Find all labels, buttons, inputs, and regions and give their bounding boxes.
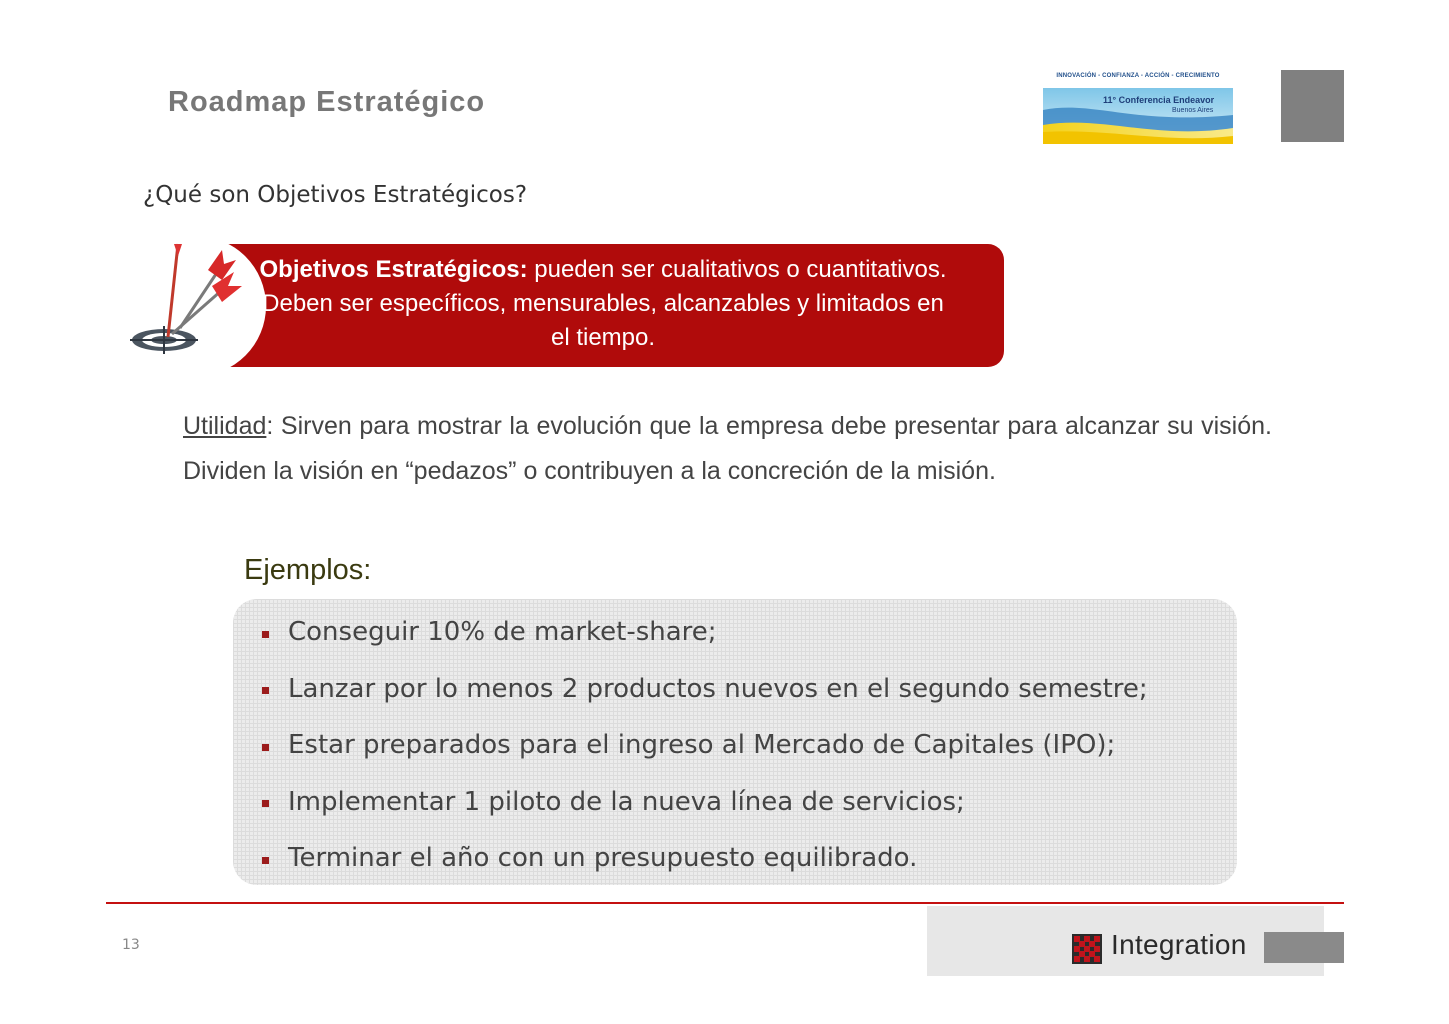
- conference-city: Buenos Aires: [1172, 107, 1214, 114]
- decorative-gray-square: [1281, 70, 1344, 142]
- list-item: [262, 661, 1148, 718]
- page-number: 13: [122, 937, 140, 953]
- conference-name: 11° Conferencia Endeavor: [1103, 95, 1215, 105]
- section-question: ¿Qué son Objetivos Estratégicos?: [143, 182, 528, 208]
- example-text: Conseguir 10% de market-share;: [288, 617, 717, 648]
- definition-text: [258, 253, 948, 355]
- bullet-icon: [262, 687, 269, 694]
- list-item: [262, 830, 1148, 887]
- definition-body: pueden ser cualitativos o cuantitativos. Deben ser específicos, mensurables, alcanzables y limitados en el tiempo.: [262, 256, 947, 351]
- list-item: [262, 604, 1148, 661]
- examples-heading: Ejemplos:: [244, 554, 372, 586]
- conference-tagline: INNOVACIÓN - CONFIANZA - ACCIÓN - CRECIMIENTO: [1056, 73, 1220, 79]
- bullet-icon: [262, 800, 269, 807]
- footer-gray-block: [1264, 932, 1344, 963]
- utility-label: Utilidad: [183, 412, 267, 440]
- footer-divider: [106, 902, 1344, 904]
- bullet-icon: [262, 631, 269, 638]
- slide-title: Roadmap Estratégico: [168, 86, 486, 118]
- utility-paragraph: [183, 404, 1272, 494]
- brand-name: Integration: [1111, 929, 1247, 960]
- utility-text: : Sirven para mostrar la evolución que la empresa debe presentar para alcanzar su visión. Dividen la visión en “pedazos” o contribuyen a la concreción de la misión.: [183, 412, 1272, 485]
- darts-target-icon: [126, 236, 266, 376]
- example-text: Implementar 1 piloto de la nueva línea de servicios;: [288, 786, 965, 817]
- list-item: [262, 774, 1148, 831]
- bullet-icon: [262, 857, 269, 864]
- list-item: [262, 717, 1148, 774]
- examples-list: [262, 604, 1148, 887]
- bullet-icon: [262, 744, 269, 751]
- integration-logo-icon: [1072, 934, 1102, 964]
- definition-term: Objetivos Estratégicos:: [259, 256, 528, 283]
- example-text: Lanzar por lo menos 2 productos nuevos en el segundo semestre;: [288, 673, 1148, 704]
- example-text: Estar preparados para el ingreso al Mercado de Capitales (IPO);: [288, 730, 1116, 761]
- example-text: Terminar el año con un presupuesto equilibrado.: [288, 843, 918, 874]
